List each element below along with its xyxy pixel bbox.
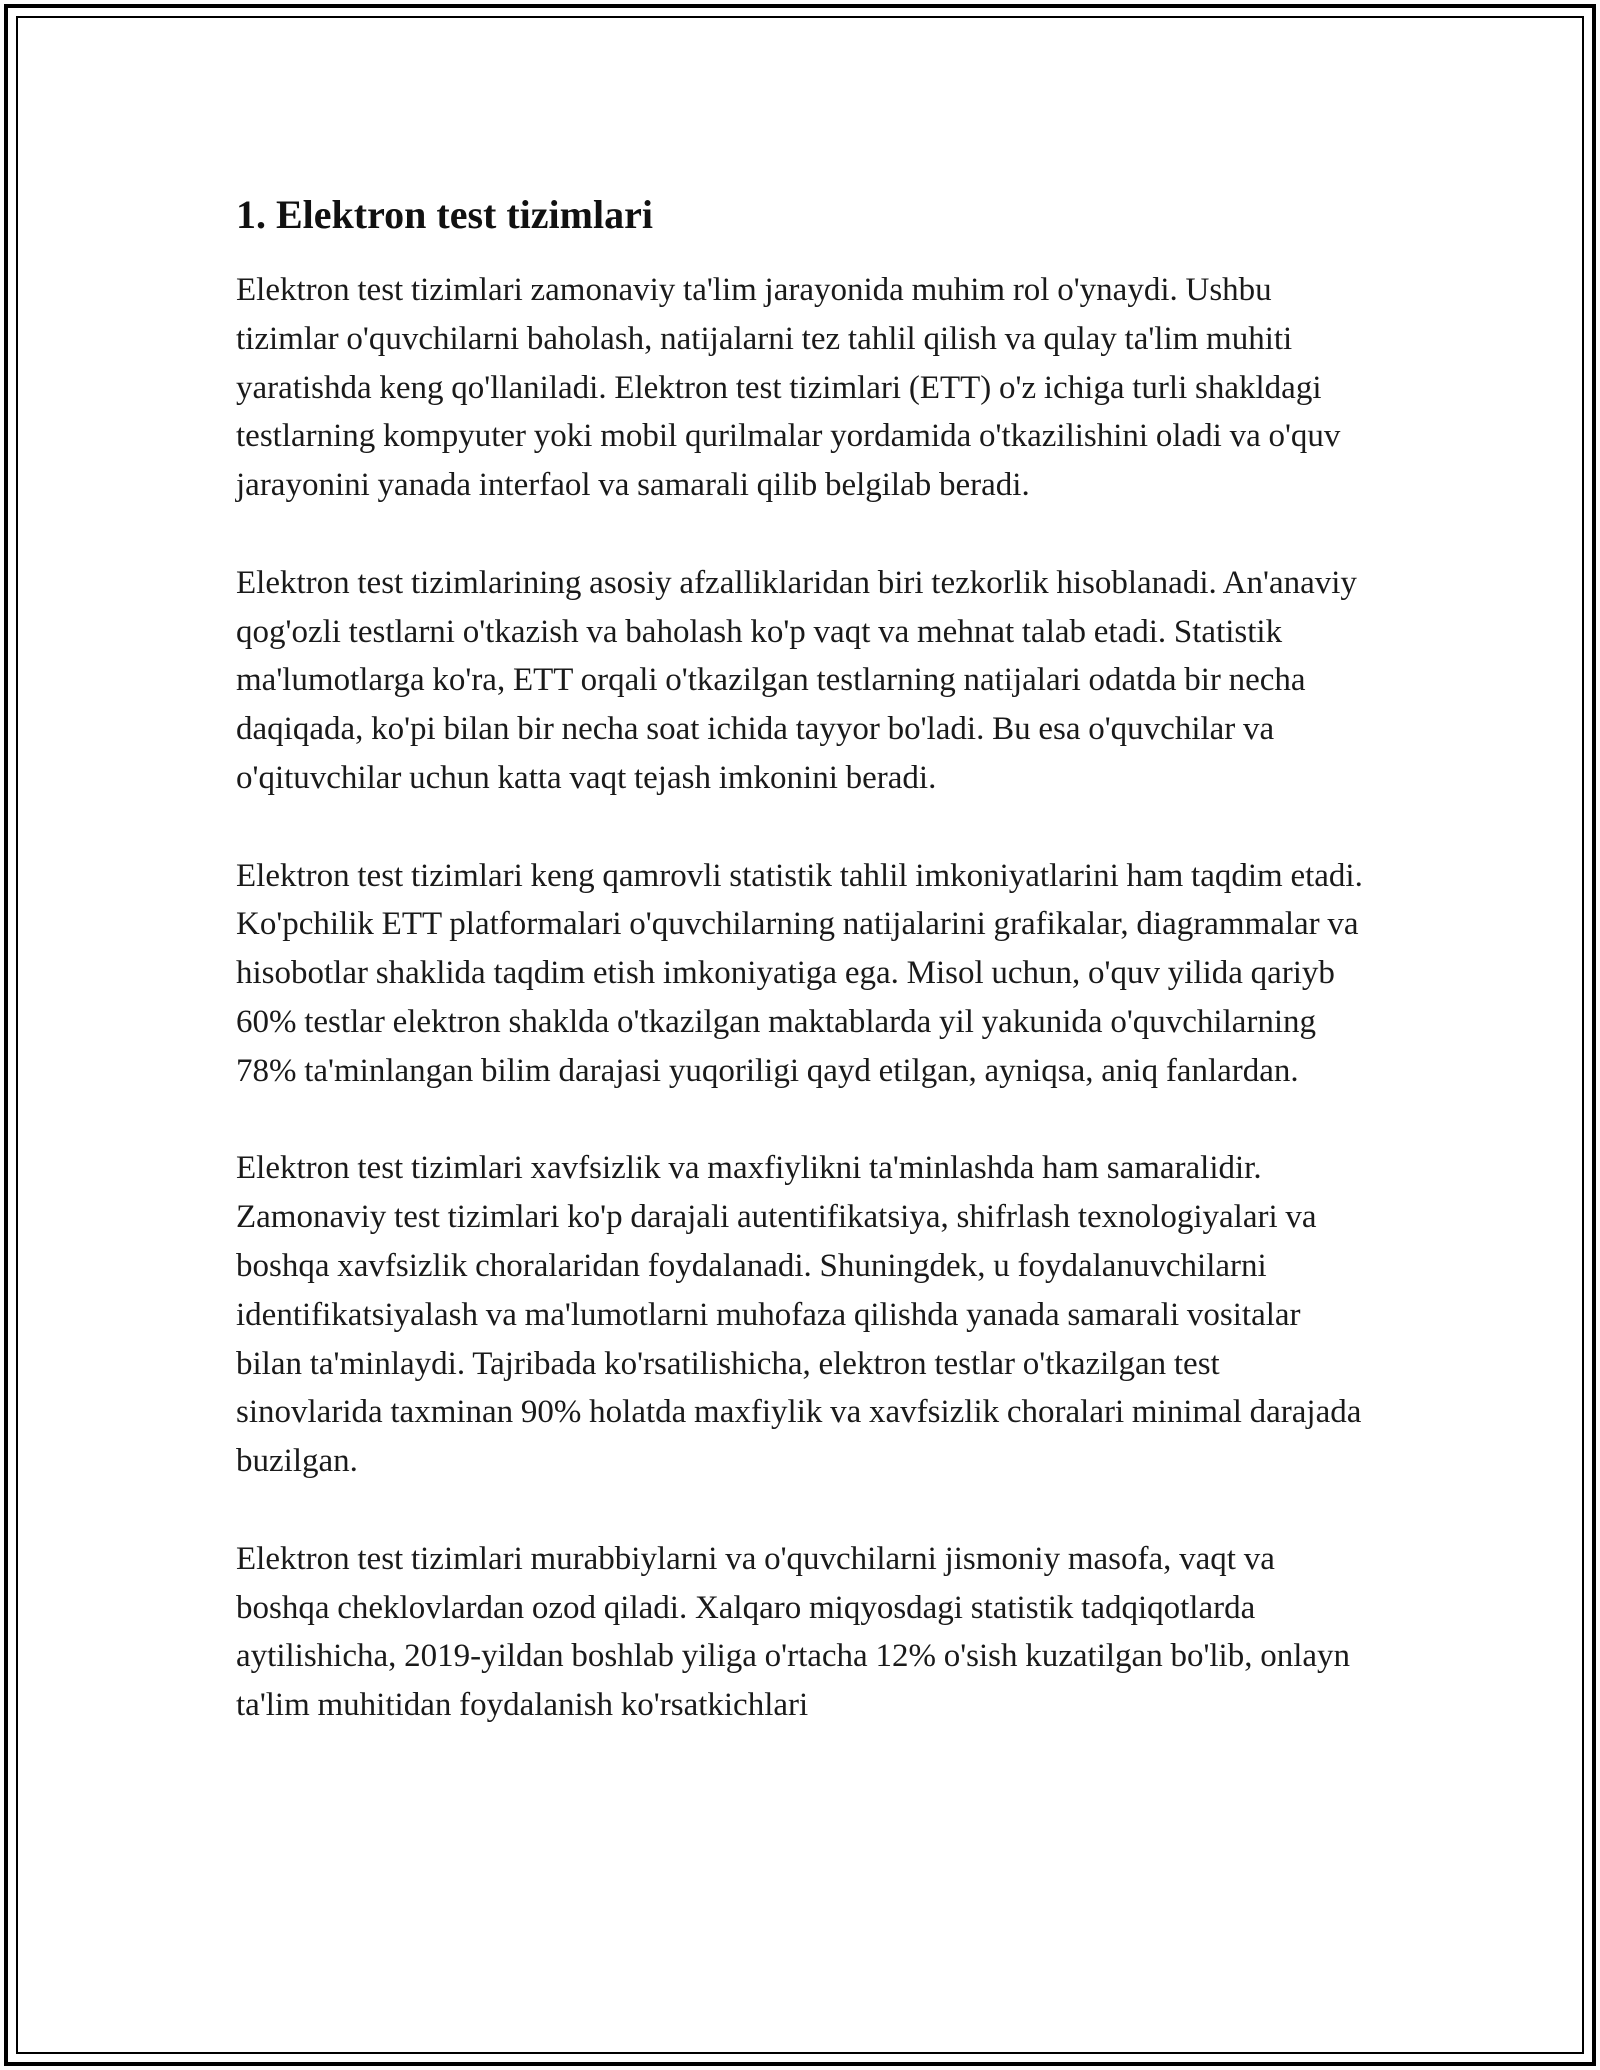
section-heading: 1. Elektron test tizimlari (236, 192, 653, 237)
paragraph-distance: Elektron test tizimlari murabbiylarni va o'quvchilarni jismoniy masofa, vaqt va boshqa cheklovlardan ozod qiladi. Xalqaro miqyosdagi statistik tadqiqotlarda aytilishicha, 2019-yildan boshlab yiliga o'rtacha 12% o'sish kuzatilgan bo'lib, onlayn ta'lim muhitidan foydalanish ko'rsatkichlari (236, 1540, 1351, 1724)
paragraph-intro: Elektron test tizimlari zamonaviy ta'lim jarayonida muhim rol o'ynaydi. Ushbu tizimlar o'quvchilarni baholash, natijalarni tez tahlil qilish va qulay ta'lim muhiti yaratishda keng qo'llaniladi. Elektron test tizimlari (ETT) o'z ichiga turli shakldagi testlarning kompyuter yoki mobil qurilmalar yordamida o'tkazilishini oladi va o'quv jarayonini yanada interfaol va samarali qilib belgilab beradi. (236, 272, 1341, 504)
paragraph-speed: Elektron test tizimlarining asosiy afzalliklaridan biri tezkorlik hisoblanadi. An'anaviy qog'ozli testlarni o'tkazish va baholash ko'p vaqt va mehnat talab etadi. Statistik ma'lumotlarga ko'ra, ETT orqali o'tkazilgan testlarning natijalari odatda bir necha daqiqada, ko'pi bilan bir necha soat ichida tayyor bo'ladi. Bu esa o'quvchilar va o'qituvchilar uchun katta vaqt tejash imkonini beradi. (236, 564, 1357, 796)
paragraph-security: Elektron test tizimlari xavfsizlik va maxfiylikni ta'minlashda ham samaralidir. Zamonaviy test tizimlari ko'p darajali autentifikatsiya, shifrlash texnologiyalari va boshqa xavfsizlik choralaridan foydalanadi. Shuningdek, u foydalanuvchilarni identifikatsiyalash va ma'lumotlarni muhofaza qilishda yanada samarali vositalar bilan ta'minlaydi. Tajribada ko'rsatilishicha, elektron testlar o'tkazilgan test sinovlarida taxminan 90% holatda maxfiylik va xavfsizlik choralari minimal darajada buzilgan. (236, 1150, 1362, 1480)
paragraph-analytics: Elektron test tizimlari keng qamrovli statistik tahlil imkoniyatlarini ham taqdim etadi. Ko'pchilik ETT platformalari o'quvchilarning natijalarini grafikalar, diagrammalar va hisobotlar shaklida taqdim etish imkoniyatiga ega. Misol uchun, o'quv yilida qariyb 60% testlar elektron shaklda o'tkazilgan maktablarda yil yakunida o'quvchilarning 78% ta'minlangan bilim darajasi yuqoriligi qayd etilgan, ayniqsa, aniq fanlardan. (236, 857, 1363, 1089)
document-body (236, 190, 1372, 1779)
